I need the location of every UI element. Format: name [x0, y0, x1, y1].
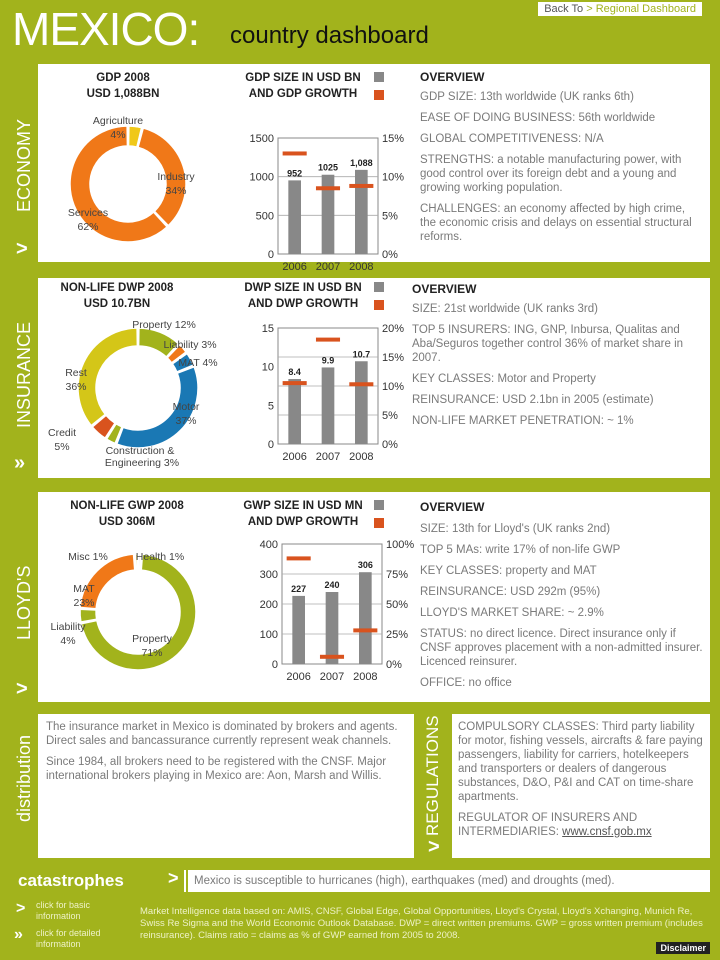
lloyds-pie-title: NON-LIFE GWP 2008 USD 306M: [70, 500, 184, 528]
x-tick-label: 2008: [353, 671, 378, 683]
overview-item: SIZE: 21st worldwide (UK ranks 3rd): [412, 303, 598, 315]
insurance-bar-title: DWP SIZE IN USD BN AND DWP GROWTH: [244, 282, 362, 310]
distribution-section-label: distribution: [14, 734, 34, 822]
x-tick-label: 2007: [319, 671, 345, 683]
pie-label: Construction &: [105, 445, 175, 457]
catastrophes-panel: [188, 870, 710, 892]
overview-item: NON-LIFE MARKET PENETRATION: ~ 1%: [412, 415, 634, 427]
x-tick-label: 2007: [315, 451, 341, 463]
y-tick-label: 0: [267, 249, 274, 261]
overview-item: REINSURANCE: USD 292m (95%): [420, 586, 601, 598]
economy-overview-title: OVERVIEW: [420, 70, 485, 84]
insurance-panel: [38, 278, 710, 478]
y-tick-label: 100: [259, 629, 278, 641]
economy-overview-list: [420, 90, 702, 251]
regulator-info: REGULATOR OF INSURERS AND INTERMEDIARIES: www.cnsf.gob.mx: [458, 812, 652, 838]
growth-marker: [287, 556, 311, 560]
economy-bar-chart: [216, 108, 416, 273]
basic-info-legend: click for basic information: [36, 900, 91, 921]
y-tick-label: 200: [259, 599, 278, 611]
bar-value-label: 10.7: [352, 349, 371, 360]
pie-label: Industry: [157, 171, 195, 183]
overview-item: SIZE: 13th for Lloyd's (UK ranks 2nd): [420, 523, 611, 535]
y-tick-label: 5: [267, 400, 274, 413]
overview-item: GDP SIZE: 13th worldwide (UK ranks 6th): [420, 91, 634, 103]
legend-size-swatch: [374, 500, 384, 510]
y2-tick-label: 25%: [386, 629, 409, 641]
overview-item: TOP 5 INSURERS: ING, GNP, Inbursa, Qualitas and Aba/Seguros together control 36% of market share in 2007.: [412, 324, 684, 364]
growth-marker: [316, 338, 340, 342]
insurance-bar-chart: [216, 320, 416, 472]
bar: [288, 379, 301, 444]
bar: [355, 170, 368, 254]
page-subtitle: country dashboard: [230, 22, 429, 49]
economy-section-label: ECONOMY: [14, 118, 34, 212]
insurance-overview-title: OVERVIEW: [412, 282, 477, 296]
pie-label: Liability 3%: [163, 339, 217, 351]
economy-expand-arrow[interactable]: >: [16, 238, 28, 260]
insurance-overview-list: [412, 302, 702, 435]
growth-marker: [283, 381, 307, 385]
sources-note: Market Intelligence data based on: AMIS, CNSF, Global Edge, Global Opportunities, Lloyd's Crystal, Lloyd's Xchanging, Munich Re, Swiss Re Sigma and the World Economic Outlook Database. DWP = direct written premiums. GWP = gross written premium (includes reinsurance). Claims ratio = claims as % of GWP earned from 2005 to 2008.: [140, 906, 703, 941]
distribution-panel: [38, 714, 414, 858]
detailed-info-legend: click for detailed information: [36, 928, 101, 949]
y-tick-label: 300: [259, 569, 278, 581]
distribution-paragraph: The insurance market in Mexico is dominated by brokers and agents. Direct sales and bancassurance currently represent weak channels.: [46, 721, 398, 747]
catastrophes-section-label: catastrophes: [18, 871, 124, 890]
x-tick-label: 2006: [282, 451, 307, 463]
pie-label: Property: [132, 633, 172, 645]
pie-label: MAT: [73, 583, 95, 595]
regulator-link[interactable]: www.cnsf.gob.mx: [562, 826, 652, 838]
overview-item: REINSURANCE: USD 2.1bn in 2005 (estimate): [412, 394, 654, 406]
y-tick-label: 0: [271, 659, 278, 671]
growth-marker: [349, 382, 373, 386]
y2-tick-label: 0%: [382, 439, 398, 451]
growth-marker: [316, 186, 340, 190]
x-tick-label: 2008: [349, 451, 374, 463]
pie-label: Credit: [47, 427, 77, 439]
overview-item: CHALLENGES: an economy affected by high crime, the economic crisis and delays on essential structural reforms.: [420, 203, 692, 243]
y-tick-label: 10: [261, 361, 274, 374]
growth-marker: [349, 184, 373, 188]
catastrophes-text: Mexico is susceptible to hurricanes (high), earthquakes (med) and droughts (med).: [194, 875, 615, 887]
y2-tick-label: 5%: [382, 210, 398, 223]
y2-tick-label: 15%: [382, 352, 405, 364]
lloyds-overview-title: OVERVIEW: [420, 500, 485, 514]
back-link-target: > Regional Dashboard: [586, 3, 696, 15]
regulations-section-label: REGULATIONS: [423, 715, 442, 836]
catastrophes-expand-arrow[interactable]: >: [168, 868, 179, 888]
y2-tick-label: 10%: [382, 171, 405, 184]
pie-label: 37%: [175, 415, 197, 427]
overview-item: KEY CLASSES: Motor and Property: [412, 373, 596, 385]
y-tick-label: 400: [259, 539, 278, 551]
y2-tick-label: 100%: [386, 539, 415, 551]
overview-item: KEY CLASSES: property and MAT: [420, 565, 597, 577]
bar: [292, 596, 305, 664]
bar-value-label: 240: [324, 580, 340, 590]
lloyds-panel: [38, 492, 710, 702]
y2-tick-label: 20%: [382, 323, 405, 335]
overview-item: LLOYD'S MARKET SHARE: ~ 2.9%: [420, 607, 604, 619]
y-tick-label: 1500: [249, 133, 274, 145]
y-tick-label: 15: [261, 323, 274, 335]
x-tick-label: 2008: [349, 261, 374, 273]
bar: [326, 592, 339, 664]
overview-item: GLOBAL COMPETITIVENESS: N/A: [420, 133, 604, 145]
pie-label: 4%: [60, 635, 76, 647]
pie-label: Misc 1%: [68, 551, 108, 563]
pie-label: MAT 4%: [178, 357, 218, 369]
regulations-panel: [452, 714, 710, 858]
pie-label: 34%: [165, 185, 187, 197]
growth-marker: [283, 151, 307, 155]
bar-value-label: 1,088: [350, 157, 373, 168]
insurance-donut-chart: [38, 314, 223, 476]
page-title: MEXICO:: [12, 3, 200, 55]
bar-value-label: 8.4: [288, 367, 301, 378]
overview-item: STATUS: no direct licence. Direct insurance only if CNSF approves placement with a non-admitted insurer. Licenced reinsurer.: [420, 628, 703, 668]
pie-label: Motor: [172, 401, 200, 413]
bar-value-label: 1025: [317, 162, 339, 173]
pie-label: 71%: [141, 647, 163, 659]
lloyds-bar-title: GWP SIZE IN USD MN AND DWP GROWTH: [243, 500, 363, 528]
economy-pie-title: GDP 2008 USD 1,088BN: [86, 72, 160, 100]
y2-tick-label: 15%: [382, 133, 405, 145]
pie-label: Agriculture: [92, 115, 144, 127]
bar: [359, 572, 372, 664]
economy-donut-chart: [38, 104, 213, 254]
x-tick-label: 2007: [315, 261, 341, 273]
x-tick-label: 2006: [282, 261, 307, 273]
bar-value-label: 306: [357, 560, 373, 571]
legend-growth-swatch: [374, 300, 384, 310]
lloyds-section-label: LLOYD'S: [14, 565, 34, 640]
pie-label: Health 1%: [135, 551, 185, 563]
y2-tick-label: 75%: [386, 569, 409, 581]
pie-label: Services: [67, 207, 109, 219]
y2-tick-label: 5%: [382, 410, 398, 422]
pie-label: Engineering 3%: [104, 457, 180, 469]
pie-label: Liability: [50, 621, 86, 633]
disclaimer-button[interactable]: Disclaimer: [656, 942, 710, 954]
x-tick-label: 2006: [286, 671, 311, 683]
y2-tick-label: 0%: [386, 659, 402, 671]
compulsory-classes: COMPULSORY CLASSES: Third party liability for motor, fishing vessels, aircrafts & fare paying passengers, liability for carriers, hotelkeepers and transporters or dealers of dangerous substances, D&O, P&I and CAT on time-share apartments.: [458, 721, 703, 803]
y-tick-label: 0: [267, 439, 274, 451]
insurance-pie-title: NON-LIFE DWP 2008 USD 10.7BN: [60, 282, 174, 310]
growth-marker: [353, 628, 377, 632]
pie-slice: [78, 328, 137, 426]
overview-item: STRENGTHS: a notable manufacturing power, with good control over its foreign debt and a young and growing working population.: [420, 154, 682, 194]
back-link-label: Back To: [544, 3, 584, 15]
lloyds-expand-arrow[interactable]: >: [16, 678, 28, 700]
y2-tick-label: 50%: [386, 599, 409, 611]
bar: [288, 180, 301, 254]
overview-item: TOP 5 MAs: write 17% of non-life GWP: [420, 544, 621, 556]
pie-label: 62%: [77, 221, 99, 233]
y-tick-label: 500: [255, 210, 274, 223]
pie-label: 5%: [54, 441, 70, 453]
regulations-text: [458, 720, 708, 846]
y-tick-label: 1000: [249, 171, 274, 184]
basic-info-arrow-icon[interactable]: >: [16, 900, 26, 917]
pie-label: 23%: [73, 597, 95, 609]
bar-value-label: 227: [291, 583, 307, 594]
lloyds-donut-chart: [38, 544, 223, 694]
distribution-text: [46, 720, 406, 790]
economy-panel: [38, 64, 710, 273]
pie-label: Rest: [65, 367, 87, 379]
lloyds-overview-list: [420, 522, 710, 697]
growth-marker: [320, 655, 344, 659]
lloyds-bar-chart: [216, 534, 426, 694]
y2-tick-label: 0%: [382, 249, 398, 261]
distribution-paragraph: Since 1984, all brokers need to be registered with the CNSF. Major international brokers playing in Mexico are: Aon, Marsh and Willis.: [46, 756, 387, 782]
legend-size-swatch: [374, 282, 384, 292]
detailed-info-arrow-icon[interactable]: »: [14, 926, 23, 943]
bar-value-label: 952: [287, 168, 303, 179]
pie-label: Property 12%: [132, 319, 196, 331]
legend-growth-swatch: [374, 518, 384, 528]
back-to-regional-dashboard-link[interactable]: [538, 2, 702, 16]
legend-size-swatch: [374, 72, 384, 82]
legend-growth-swatch: [374, 90, 384, 100]
bar: [322, 367, 335, 444]
y2-tick-label: 10%: [382, 381, 405, 393]
overview-item: OFFICE: no office: [420, 677, 512, 689]
insurance-expand-arrow[interactable]: »: [14, 452, 26, 474]
bar-value-label: 9.9: [321, 355, 335, 366]
overview-item: EASE OF DOING BUSINESS: 56th worldwide: [420, 112, 656, 124]
pie-label: 36%: [65, 381, 87, 393]
bar: [355, 361, 368, 444]
economy-bar-title: GDP SIZE IN USD BN AND GDP GROWTH: [245, 72, 361, 100]
regulations-expand-arrow[interactable]: >: [428, 836, 440, 858]
insurance-section-label: INSURANCE: [14, 321, 34, 428]
pie-label: 4%: [110, 129, 126, 141]
